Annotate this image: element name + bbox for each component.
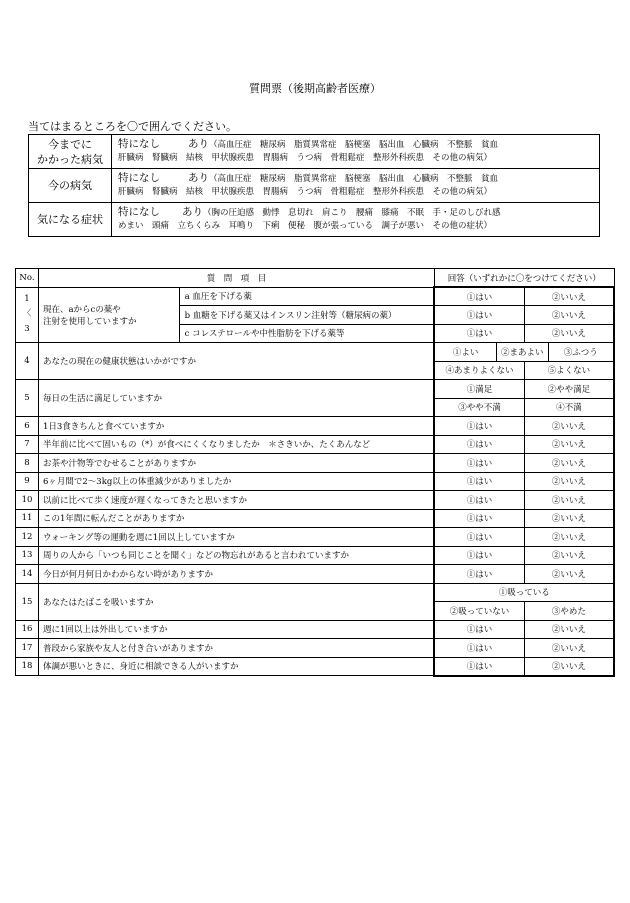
header-item: 質 問 項 目 [38, 269, 434, 288]
answer-yes[interactable]: ①はい [434, 435, 524, 454]
answer-option[interactable]: ③やめた [524, 602, 614, 621]
question-text: 半年前に比べて固いもの（*）が食べにくくなりましたか ＊さきいか、たくあんなど [38, 435, 434, 454]
answer-yes[interactable]: ①はい [434, 509, 524, 528]
answer-yes[interactable]: ①はい [434, 528, 524, 547]
answer-no[interactable]: ②いいえ [524, 657, 614, 676]
answer-yes[interactable]: ①はい [434, 620, 524, 639]
answer-yes[interactable]: ①はい [434, 306, 524, 325]
symptom-list-line1: （胸の圧迫感 動悸 息切れ 肩こり 腰痛 膝痛 不眠 手・足のしびれ感 [203, 208, 501, 218]
question-row [16, 417, 615, 436]
symptom-list-line2: めまい 頭痛 立ちくらみ 耳鳴り 下痢 便秘 腹が張っている 調子が悪い その他の症状） [118, 221, 493, 231]
table-header [16, 269, 615, 288]
question-row [16, 565, 615, 584]
question-number: 8 [16, 454, 39, 473]
sub-question-text: b 血糖を下げる薬又はインスリン注射等（糖尿病の薬） [179, 306, 434, 325]
question-number: 17 [16, 639, 39, 658]
answer-yes[interactable]: ①はい [434, 324, 524, 343]
history-row-symptoms [29, 203, 600, 237]
question-number: 11 [16, 509, 39, 528]
answer-yes[interactable]: ①はい [434, 565, 524, 584]
question-number: 14 [16, 565, 39, 584]
question-row [16, 491, 615, 510]
question-row [16, 472, 615, 491]
answer-no[interactable]: ②いいえ [524, 639, 614, 658]
question-row [16, 380, 615, 399]
none-option[interactable]: 特になし [118, 172, 160, 184]
answer-no[interactable]: ②いいえ [524, 509, 614, 528]
answer-no[interactable]: ②いいえ [524, 435, 614, 454]
question-number: 9 [16, 472, 39, 491]
history-label: 気になる症状 [29, 203, 112, 237]
answer-option[interactable]: ②まあよい [496, 343, 548, 362]
answer-no[interactable]: ②いいえ [524, 528, 614, 547]
history-options[interactable] [112, 135, 600, 169]
question-row [16, 435, 615, 454]
answer-yes[interactable]: ①はい [434, 657, 524, 676]
instruction-text: 当てはまるところを〇で囲んでください。 [28, 120, 237, 133]
history-label: 今までに かかった病気 [29, 135, 112, 169]
header-no: No. [16, 269, 39, 288]
history-row-current [29, 169, 600, 203]
disease-history-table [28, 134, 600, 237]
answer-option[interactable]: ③やや不満 [434, 398, 524, 417]
question-row [16, 454, 615, 473]
question-text: この1年間に転んだことがありますか [38, 509, 434, 528]
answer-yes[interactable]: ①はい [434, 287, 524, 306]
question-text: ウォーキング等の運動を週に1回以上していますか [38, 528, 434, 547]
question-number: 6 [16, 417, 39, 436]
answer-no[interactable]: ②いいえ [524, 454, 614, 473]
question-row [16, 546, 615, 565]
question-number: 5 [16, 380, 39, 417]
history-label: 今の病気 [29, 169, 112, 203]
yes-option[interactable]: あり [188, 172, 209, 184]
question-number: 10 [16, 491, 39, 510]
question-number: 16 [16, 620, 39, 639]
question-row [16, 287, 615, 306]
question-number: 4 [16, 343, 39, 380]
question-text: お茶や汁物等でむせることがありますか [38, 454, 434, 473]
answer-option[interactable]: ①吸っている [434, 583, 614, 602]
question-text: 今日が何月何日かわからない時がありますか [38, 565, 434, 584]
question-text: 毎日の生活に満足していますか [38, 380, 434, 417]
sub-question-text: c コレステロールや中性脂肪を下げる薬等 [179, 324, 434, 343]
question-text: 周りの人から「いつも同じことを聞く」などの物忘れがあると言われていますか [38, 546, 434, 565]
answer-yes[interactable]: ①はい [434, 639, 524, 658]
answer-option[interactable]: ⑤よくない [524, 361, 614, 380]
answer-option[interactable]: ④あまりよくない [434, 361, 524, 380]
question-row [16, 583, 615, 602]
question-text: あなたはたばこを吸いますか [38, 583, 434, 620]
question-number: 1 〈 3 [16, 287, 39, 343]
answer-no[interactable]: ②いいえ [524, 491, 614, 510]
question-number: 18 [16, 657, 39, 676]
question-number: 13 [16, 546, 39, 565]
questionnaire-table [15, 268, 615, 677]
answer-yes[interactable]: ①はい [434, 472, 524, 491]
question-text: 現在、aからcの薬や 注射を使用していますか [38, 287, 179, 343]
disease-list-line1: （高血圧症 糖尿病 脂質異常症 脳梗塞 脳出血 心臓病 不整脈 貧血 [209, 140, 499, 150]
history-options[interactable] [112, 203, 600, 237]
question-text: 体調が悪いときに、身近に相談できる人がいますか [38, 657, 434, 676]
answer-option[interactable]: ③ふつう [548, 343, 614, 362]
none-option[interactable]: 特になし [118, 138, 160, 150]
answer-no[interactable]: ②いいえ [524, 565, 614, 584]
question-number: 7 [16, 435, 39, 454]
page-title: 質問票（後期高齢者医療） [249, 82, 381, 95]
question-text: 6ヶ月間で2～3kg以上の体重減少がありましたか [38, 472, 434, 491]
question-row [16, 343, 615, 362]
header-answer: 回答（いずれかに〇をつけてください） [434, 269, 614, 288]
history-row-past [29, 135, 600, 169]
answer-option[interactable]: ④不満 [524, 398, 614, 417]
question-row [16, 509, 615, 528]
history-options[interactable] [112, 169, 600, 203]
answer-yes[interactable]: ①はい [434, 454, 524, 473]
disease-list-line1: （高血圧症 糖尿病 脂質異常症 脳梗塞 脳出血 心臓病 不整脈 貧血 [209, 174, 499, 184]
question-row [16, 657, 615, 676]
yes-option[interactable]: あり [188, 138, 209, 150]
question-number: 12 [16, 528, 39, 547]
yes-option[interactable]: あり [182, 206, 203, 218]
question-row [16, 528, 615, 547]
disease-list-line2: 肝臓病 腎臓病 結核 甲状腺疾患 胃腸病 うつ病 骨粗鬆症 整形外科疾患 その他の病気） [118, 153, 493, 163]
none-option[interactable]: 特になし [118, 206, 160, 218]
question-row [16, 639, 615, 658]
answer-option[interactable]: ②やや満足 [524, 380, 614, 399]
answer-no[interactable]: ②いいえ [524, 417, 614, 436]
sub-question-text: a 血圧を下げる薬 [179, 287, 434, 306]
disease-list-line2: 肝臓病 腎臓病 結核 甲状腺疾患 胃腸病 うつ病 骨粗鬆症 整形外科疾患 その他の病気） [118, 187, 493, 197]
question-text: 1日3食きちんと食べていますか [38, 417, 434, 436]
question-text: あなたの現在の健康状態はいかがですか [38, 343, 434, 380]
answer-no[interactable]: ②いいえ [524, 306, 614, 325]
answer-option[interactable]: ①満足 [434, 380, 524, 399]
question-text: 普段から家族や友人と付き合いがありますか [38, 639, 434, 658]
answer-no[interactable]: ②いいえ [524, 472, 614, 491]
answer-option[interactable]: ②吸っていない [434, 602, 524, 621]
answer-no[interactable]: ②いいえ [524, 620, 614, 639]
answer-option[interactable]: ①よい [434, 343, 496, 362]
answer-no[interactable]: ②いいえ [524, 324, 614, 343]
answer-yes[interactable]: ①はい [434, 417, 524, 436]
question-number: 15 [16, 583, 39, 620]
question-text: 週に1回以上は外出していますか [38, 620, 434, 639]
answer-yes[interactable]: ①はい [434, 546, 524, 565]
question-row [16, 620, 615, 639]
answer-no[interactable]: ②いいえ [524, 546, 614, 565]
answer-no[interactable]: ②いいえ [524, 287, 614, 306]
question-text: 以前に比べて歩く速度が遅くなってきたと思いますか [38, 491, 434, 510]
answer-yes[interactable]: ①はい [434, 491, 524, 510]
